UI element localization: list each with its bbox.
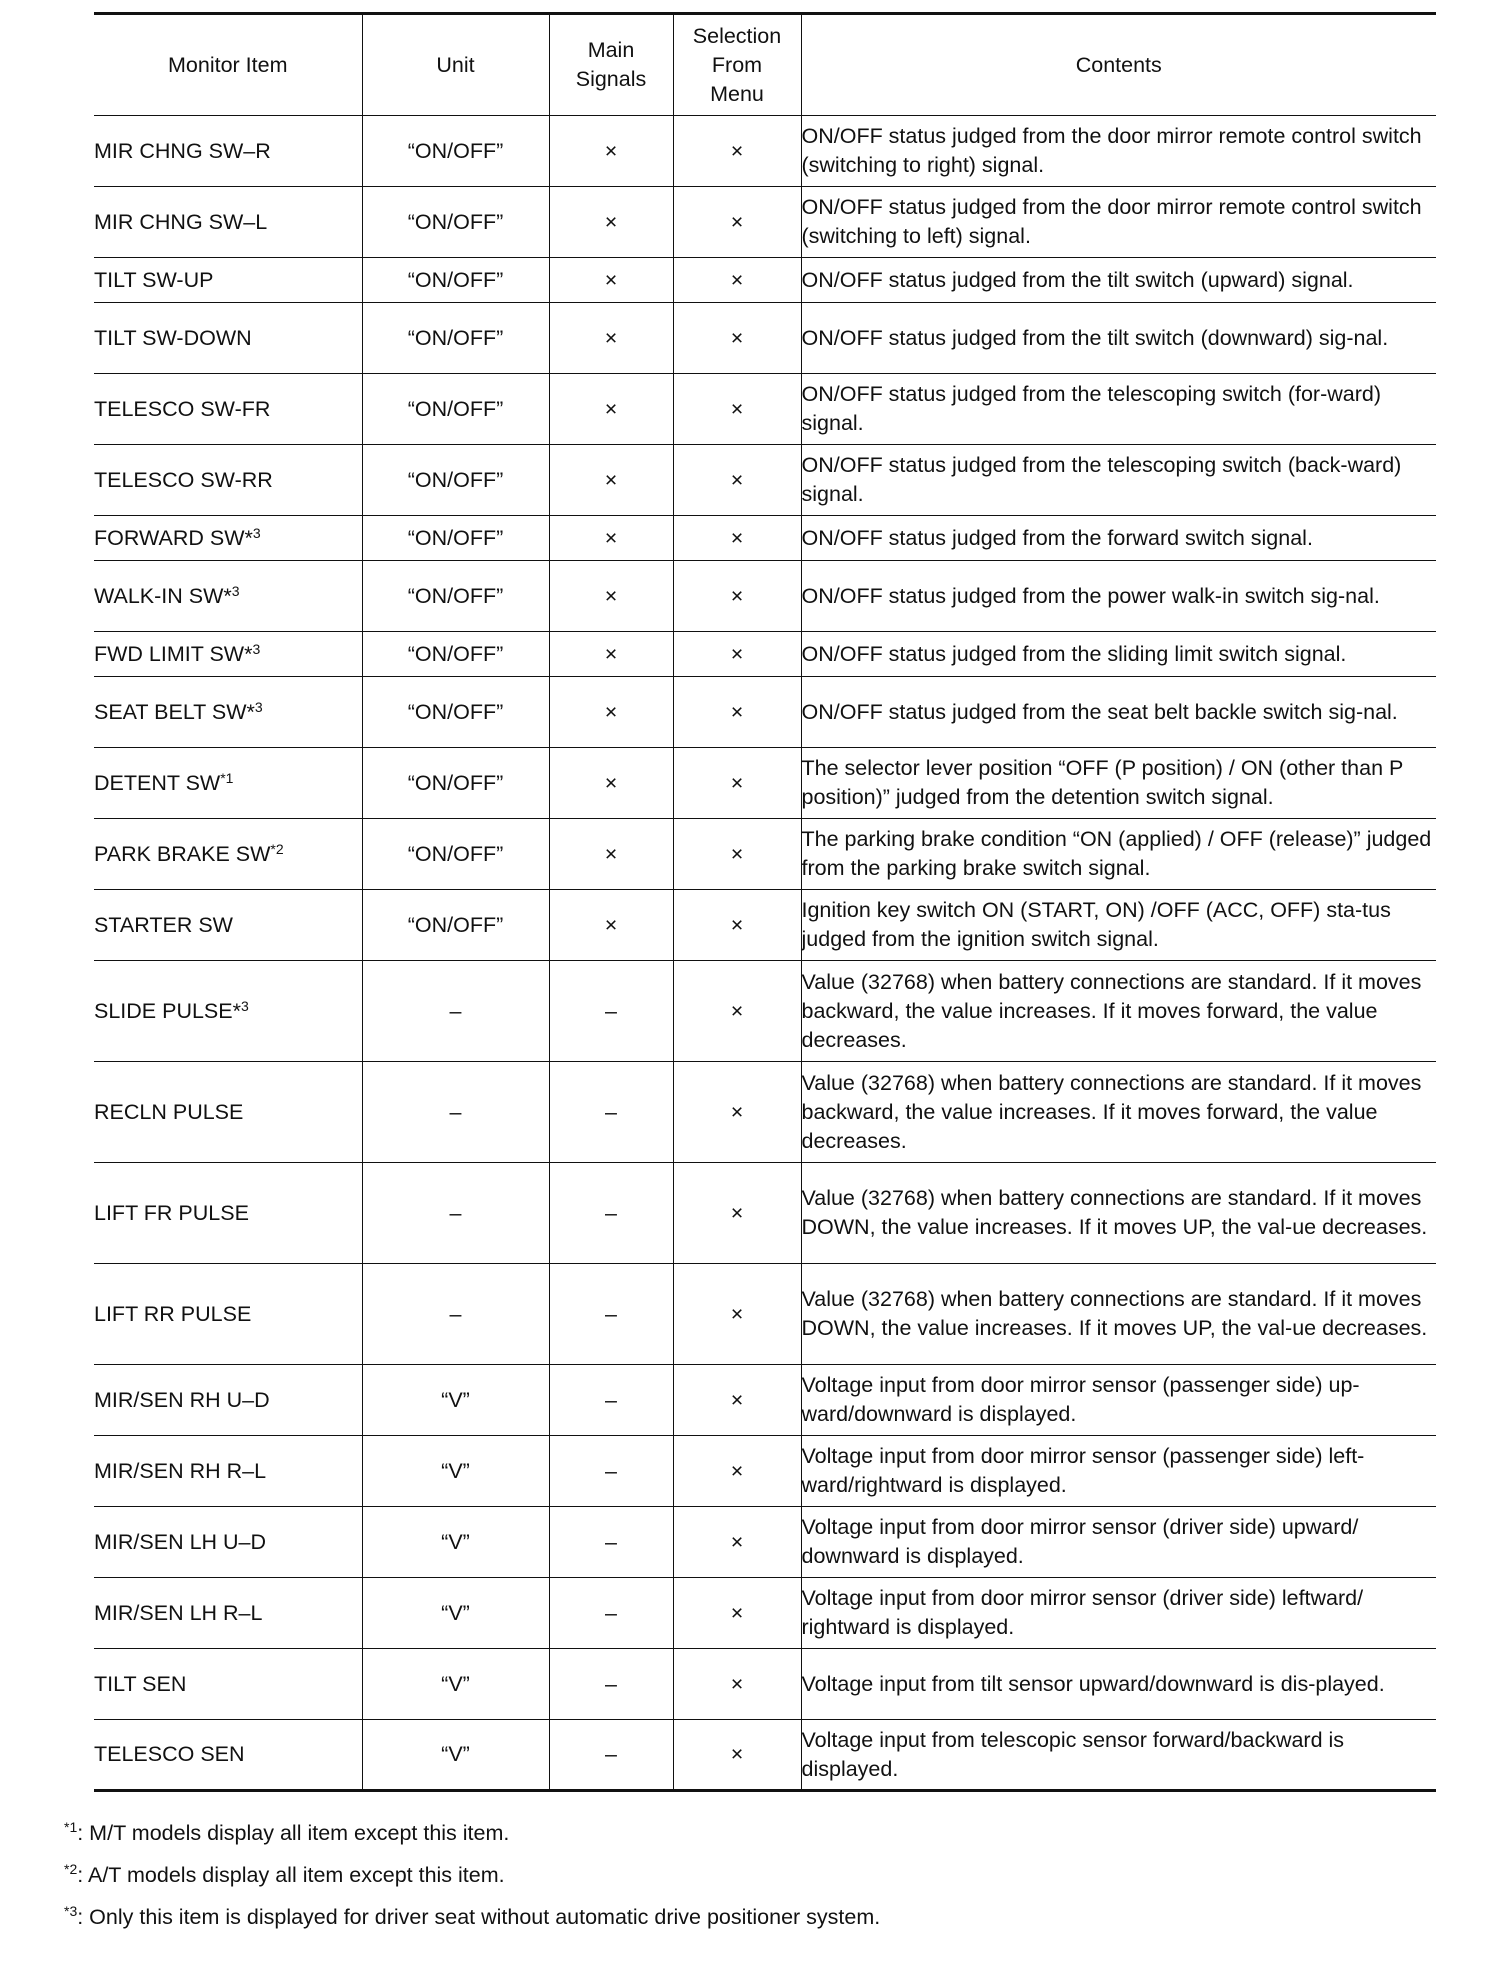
- main-signals-cell: [549, 1365, 673, 1436]
- monitor-item-text: MIR CHNG SW–L: [94, 209, 268, 234]
- table-row: [94, 1436, 1436, 1507]
- monitor-item-cell: [94, 890, 362, 961]
- table-row: [94, 1507, 1436, 1578]
- contents-text: Ignition key switch ON (START, ON) /OFF (ACC, OFF) sta-tus judged from the ignition switch signal.: [801, 898, 1391, 951]
- main-signals-cell: [549, 632, 673, 677]
- monitor-item-text: RECLN PULSE: [94, 1099, 244, 1124]
- unit-text: –: [449, 998, 462, 1023]
- unit-cell: [362, 632, 549, 677]
- unit-cell: [362, 748, 549, 819]
- main-signals-text: –: [605, 1200, 617, 1225]
- selection-cell: [673, 445, 801, 516]
- unit-text: “V”: [441, 1458, 470, 1483]
- footnote: [64, 1818, 1464, 1860]
- footnote-marker: 3: [240, 997, 249, 1014]
- contents-cell: [801, 116, 1436, 187]
- contents-cell: [801, 1578, 1436, 1649]
- monitor-item-text: LIFT RR PULSE: [94, 1301, 252, 1326]
- selection-text: ×: [730, 325, 744, 350]
- contents-cell: [801, 303, 1436, 374]
- unit-text: –: [449, 1301, 462, 1326]
- unit-text: “ON/OFF”: [407, 467, 504, 492]
- monitor-item-cell: [94, 116, 362, 187]
- contents-text: ON/OFF status judged from the power walk-in switch sig-nal.: [801, 583, 1380, 608]
- main-signals-cell: [549, 258, 673, 303]
- monitor-item-text: MIR CHNG SW–R: [94, 138, 271, 163]
- unit-text: “ON/OFF”: [407, 325, 504, 350]
- main-signals-cell: [549, 890, 673, 961]
- selection-cell: [673, 187, 801, 258]
- monitor-item-text: SLIDE PULSE*: [94, 998, 241, 1023]
- header-contents: Contents: [801, 14, 1436, 116]
- contents-cell: [801, 445, 1436, 516]
- monitor-item-text: PARK BRAKE SW: [94, 841, 271, 866]
- monitor-item-text: FORWARD SW*: [94, 525, 253, 550]
- footnote-marker: 3: [252, 524, 261, 541]
- selection-cell: [673, 516, 801, 561]
- main-signals-cell: [549, 1507, 673, 1578]
- table-row: [94, 258, 1436, 303]
- monitor-item-text: SEAT BELT SW*: [94, 699, 255, 724]
- selection-cell: [673, 1578, 801, 1649]
- monitor-item-text: TELESCO SEN: [94, 1742, 245, 1766]
- selection-text: ×: [730, 1742, 744, 1766]
- monitor-item-text: MIR/SEN RH R–L: [94, 1458, 267, 1483]
- footnote-mark: *2: [64, 1861, 78, 1877]
- contents-text: Voltage input from tilt sensor upward/downward is dis-played.: [801, 1671, 1385, 1696]
- table-row: [94, 116, 1436, 187]
- header-selection-line: Selection: [692, 23, 782, 48]
- main-signals-cell: [549, 819, 673, 890]
- monitor-item-cell: [94, 561, 362, 632]
- header-main-signals: [549, 14, 673, 116]
- selection-text: ×: [730, 396, 744, 421]
- table-row: [94, 632, 1436, 677]
- main-signals-cell: [549, 516, 673, 561]
- table-row: [94, 748, 1436, 819]
- monitor-item-text: MIR/SEN LH U–D: [94, 1529, 267, 1554]
- selection-cell: [673, 303, 801, 374]
- table-row: [94, 677, 1436, 748]
- table-row: [94, 890, 1436, 961]
- monitor-item-cell: [94, 1507, 362, 1578]
- main-signals-text: –: [605, 1387, 617, 1412]
- contents-cell: [801, 748, 1436, 819]
- footnotes: [64, 1818, 1464, 1944]
- selection-text: ×: [730, 770, 744, 795]
- contents-text: Voltage input from door mirror sensor (driver side) leftward/ rightward is displayed.: [801, 1586, 1364, 1639]
- selection-cell: [673, 748, 801, 819]
- table-row: [94, 561, 1436, 632]
- selection-cell: [673, 677, 801, 748]
- footnote: [64, 1860, 1464, 1902]
- table-body: [94, 116, 1436, 1791]
- monitor-item-cell: [94, 961, 362, 1062]
- monitor-item-table: [94, 12, 1436, 1792]
- main-signals-cell: [549, 445, 673, 516]
- footnote-mark: *1: [64, 1819, 78, 1835]
- main-signals-text: –: [605, 1600, 617, 1625]
- unit-cell: [362, 1507, 549, 1578]
- main-signals-text: ×: [604, 209, 618, 234]
- main-signals-text: ×: [604, 325, 618, 350]
- main-signals-cell: [549, 1649, 673, 1720]
- selection-cell: [673, 1436, 801, 1507]
- footnote-text: : M/T models display all item except this item.: [77, 1821, 510, 1845]
- unit-text: –: [449, 1099, 462, 1124]
- contents-text: Value (32768) when battery connections are standard. If it moves DOWN, the value increases. If it moves UP, the val-ue decreases.: [801, 1186, 1428, 1239]
- main-signals-text: ×: [604, 641, 618, 666]
- unit-text: “ON/OFF”: [407, 583, 504, 608]
- main-signals-text: ×: [604, 841, 618, 866]
- unit-cell: [362, 1649, 549, 1720]
- contents-text: Voltage input from telescopic sensor forward/backward is displayed.: [801, 1727, 1345, 1781]
- unit-text: “V”: [441, 1671, 470, 1696]
- table-row: [94, 374, 1436, 445]
- unit-text: “V”: [441, 1600, 470, 1625]
- monitor-item-cell: [94, 632, 362, 677]
- selection-text: ×: [730, 1458, 744, 1483]
- footnote-marker: *1: [220, 769, 234, 786]
- monitor-item-cell: [94, 1649, 362, 1720]
- contents-cell: [801, 1507, 1436, 1578]
- selection-text: ×: [730, 1600, 744, 1625]
- contents-text: Voltage input from door mirror sensor (passenger side) left-ward/rightward is displayed.: [801, 1444, 1365, 1497]
- header-selection-line: From: [711, 52, 763, 77]
- selection-text: ×: [730, 998, 744, 1023]
- monitor-item-text: TELESCO SW-FR: [94, 396, 271, 421]
- unit-text: –: [449, 1200, 462, 1225]
- main-signals-cell: [549, 116, 673, 187]
- contents-cell: [801, 1365, 1436, 1436]
- contents-text: ON/OFF status judged from the tilt switch (downward) sig-nal.: [801, 325, 1389, 350]
- main-signals-text: ×: [604, 699, 618, 724]
- selection-cell: [673, 561, 801, 632]
- monitor-item-cell: [94, 258, 362, 303]
- unit-cell: [362, 677, 549, 748]
- main-signals-text: ×: [604, 583, 618, 608]
- unit-cell: [362, 1365, 549, 1436]
- selection-text: ×: [730, 525, 744, 550]
- contents-cell: [801, 374, 1436, 445]
- selection-cell: [673, 1720, 801, 1791]
- monitor-item-cell: [94, 1264, 362, 1365]
- table-row: [94, 303, 1436, 374]
- main-signals-cell: [549, 1578, 673, 1649]
- contents-cell: [801, 1163, 1436, 1264]
- table-row: [94, 1720, 1436, 1791]
- table-row: [94, 445, 1436, 516]
- table-row: [94, 961, 1436, 1062]
- main-signals-cell: [549, 677, 673, 748]
- unit-cell: [362, 1062, 549, 1163]
- contents-cell: [801, 632, 1436, 677]
- contents-text: Value (32768) when battery connections are standard. If it moves backward, the value increases. If it moves forward, the value decreases.: [801, 969, 1422, 1052]
- main-signals-cell: [549, 1720, 673, 1791]
- contents-cell: [801, 1062, 1436, 1163]
- contents-cell: [801, 819, 1436, 890]
- unit-cell: [362, 1163, 549, 1264]
- unit-cell: [362, 303, 549, 374]
- selection-text: ×: [730, 699, 744, 724]
- monitor-item-cell: [94, 374, 362, 445]
- monitor-item-text: WALK-IN SW*: [94, 583, 232, 608]
- contents-text: The parking brake condition “ON (applied) / OFF (release)” judged from the parking brake switch signal.: [801, 827, 1432, 880]
- header-selection-from-menu: [673, 14, 801, 116]
- unit-text: “ON/OFF”: [407, 841, 504, 866]
- selection-cell: [673, 1062, 801, 1163]
- unit-text: “ON/OFF”: [407, 396, 504, 421]
- main-signals-cell: [549, 1062, 673, 1163]
- selection-text: ×: [730, 841, 744, 866]
- selection-cell: [673, 258, 801, 303]
- footnote-mark: *3: [64, 1903, 78, 1919]
- monitor-item-text: TILT SEN: [94, 1671, 187, 1696]
- monitor-item-cell: [94, 516, 362, 561]
- unit-text: “V”: [441, 1387, 470, 1412]
- main-signals-text: –: [605, 1671, 617, 1696]
- contents-text: ON/OFF status judged from the door mirror remote control switch (switching to right) signal.: [801, 124, 1422, 177]
- contents-cell: [801, 677, 1436, 748]
- contents-cell: [801, 258, 1436, 303]
- table-row: [94, 1264, 1436, 1365]
- contents-cell: [801, 890, 1436, 961]
- monitor-item-cell: [94, 819, 362, 890]
- unit-text: “ON/OFF”: [407, 770, 504, 795]
- contents-cell: [801, 516, 1436, 561]
- monitor-item-cell: [94, 1436, 362, 1507]
- table-row: [94, 819, 1436, 890]
- selection-cell: [673, 1163, 801, 1264]
- table-row: [94, 1163, 1436, 1264]
- table-header-row: [94, 14, 1436, 116]
- unit-text: “ON/OFF”: [407, 912, 504, 937]
- selection-text: ×: [730, 1099, 744, 1124]
- monitor-item-cell: [94, 1578, 362, 1649]
- main-signals-cell: [549, 961, 673, 1062]
- monitor-item-cell: [94, 1365, 362, 1436]
- selection-text: ×: [730, 1301, 744, 1326]
- main-signals-cell: [549, 374, 673, 445]
- table-row: [94, 516, 1436, 561]
- monitor-item-cell: [94, 187, 362, 258]
- header-monitor-item: Monitor Item: [94, 14, 362, 116]
- selection-cell: [673, 1507, 801, 1578]
- unit-cell: [362, 890, 549, 961]
- selection-text: ×: [730, 641, 744, 666]
- selection-cell: [673, 819, 801, 890]
- header-main-signals-line: Signals: [575, 67, 647, 91]
- unit-text: “ON/OFF”: [407, 699, 504, 724]
- monitor-item-text: STARTER SW: [94, 912, 233, 937]
- contents-cell: [801, 1264, 1436, 1365]
- header-main-signals-line: Main: [587, 38, 635, 62]
- monitor-item-cell: [94, 748, 362, 819]
- contents-text: ON/OFF status judged from the forward switch signal.: [801, 525, 1313, 550]
- selection-text: ×: [730, 1529, 744, 1554]
- selection-text: ×: [730, 209, 744, 234]
- monitor-item-cell: [94, 677, 362, 748]
- main-signals-cell: [549, 1436, 673, 1507]
- main-signals-text: ×: [604, 525, 618, 550]
- monitor-item-text: FWD LIMIT SW*: [94, 641, 253, 666]
- footnote-text: : Only this item is displayed for driver seat without automatic drive positioner system.: [77, 1905, 881, 1929]
- selection-text: ×: [730, 1671, 744, 1696]
- selection-text: ×: [730, 267, 744, 292]
- unit-text: “V”: [441, 1529, 470, 1554]
- main-signals-cell: [549, 1163, 673, 1264]
- footnote-marker: *2: [270, 840, 284, 857]
- main-signals-text: ×: [604, 138, 618, 163]
- unit-cell: [362, 445, 549, 516]
- main-signals-cell: [549, 561, 673, 632]
- contents-cell: [801, 1649, 1436, 1720]
- selection-cell: [673, 1264, 801, 1365]
- main-signals-text: ×: [604, 912, 618, 937]
- selection-text: ×: [730, 138, 744, 163]
- table-row: [94, 1578, 1436, 1649]
- monitor-item-text: MIR/SEN RH U–D: [94, 1387, 270, 1412]
- contents-text: Voltage input from door mirror sensor (driver side) upward/ downward is displayed.: [801, 1515, 1359, 1568]
- selection-text: ×: [730, 583, 744, 608]
- monitor-item-text: TILT SW-UP: [94, 267, 214, 292]
- main-signals-text: –: [605, 1529, 617, 1554]
- unit-cell: [362, 258, 549, 303]
- unit-cell: [362, 1578, 549, 1649]
- contents-text: ON/OFF status judged from the telescoping switch (for-ward) signal.: [801, 382, 1382, 435]
- contents-text: ON/OFF status judged from the telescoping switch (back-ward) signal.: [801, 453, 1402, 506]
- header-selection-line: Menu: [710, 81, 764, 106]
- monitor-item-cell: [94, 1163, 362, 1264]
- selection-cell: [673, 632, 801, 677]
- contents-text: The selector lever position “OFF (P position) / ON (other than P position)” judged from the detention switch signal.: [801, 756, 1403, 809]
- unit-text: “ON/OFF”: [407, 525, 504, 550]
- contents-cell: [801, 561, 1436, 632]
- main-signals-text: –: [605, 1099, 617, 1124]
- footnote-marker: 3: [231, 582, 240, 599]
- contents-text: ON/OFF status judged from the tilt switch (upward) signal.: [801, 267, 1354, 292]
- monitor-item-text: LIFT FR PULSE: [94, 1200, 249, 1225]
- contents-cell: [801, 1436, 1436, 1507]
- unit-text: “V”: [441, 1742, 470, 1766]
- monitor-item-cell: [94, 303, 362, 374]
- unit-cell: [362, 561, 549, 632]
- monitor-item-text: TELESCO SW-RR: [94, 467, 273, 492]
- main-signals-text: ×: [604, 467, 618, 492]
- unit-cell: [362, 1720, 549, 1791]
- unit-text: “ON/OFF”: [407, 267, 504, 292]
- table-row: [94, 1649, 1436, 1720]
- table-row: [94, 1062, 1436, 1163]
- selection-cell: [673, 374, 801, 445]
- main-signals-text: –: [605, 1458, 617, 1483]
- unit-text: “ON/OFF”: [407, 641, 504, 666]
- unit-text: “ON/OFF”: [407, 209, 504, 234]
- monitor-item-text: TILT SW-DOWN: [94, 325, 252, 350]
- unit-cell: [362, 1264, 549, 1365]
- unit-cell: [362, 961, 549, 1062]
- contents-cell: [801, 187, 1436, 258]
- contents-cell: [801, 961, 1436, 1062]
- main-signals-cell: [549, 1264, 673, 1365]
- main-signals-text: –: [605, 998, 617, 1023]
- selection-text: ×: [730, 1200, 744, 1225]
- monitor-item-cell: [94, 1062, 362, 1163]
- footnote-marker: 3: [254, 698, 263, 715]
- unit-cell: [362, 819, 549, 890]
- selection-cell: [673, 116, 801, 187]
- table-row: [94, 1365, 1436, 1436]
- monitor-item-text: MIR/SEN LH R–L: [94, 1600, 263, 1625]
- selection-text: ×: [730, 467, 744, 492]
- header-unit: Unit: [362, 14, 549, 116]
- contents-text: ON/OFF status judged from the seat belt backle switch sig-nal.: [801, 699, 1398, 724]
- contents-text: Value (32768) when battery connections are standard. If it moves backward, the value increases. If it moves forward, the value decreases.: [801, 1070, 1422, 1153]
- monitor-item-cell: [94, 1720, 362, 1791]
- footnote: [64, 1902, 1464, 1944]
- unit-cell: [362, 187, 549, 258]
- contents-cell: [801, 1720, 1436, 1791]
- selection-text: ×: [730, 1387, 744, 1412]
- table-row: [94, 187, 1436, 258]
- unit-text: “ON/OFF”: [407, 138, 504, 163]
- unit-cell: [362, 516, 549, 561]
- unit-cell: [362, 1436, 549, 1507]
- footnote-marker: 3: [252, 640, 261, 657]
- unit-cell: [362, 374, 549, 445]
- main-signals-text: –: [605, 1742, 617, 1766]
- contents-text: ON/OFF status judged from the sliding limit switch signal.: [801, 641, 1347, 666]
- contents-text: Voltage input from door mirror sensor (passenger side) up-ward/downward is displayed.: [801, 1373, 1360, 1426]
- main-signals-cell: [549, 187, 673, 258]
- contents-text: ON/OFF status judged from the door mirror remote control switch (switching to left) signal.: [801, 195, 1422, 248]
- main-signals-cell: [549, 303, 673, 374]
- monitor-item-text: DETENT SW: [94, 770, 221, 795]
- selection-cell: [673, 961, 801, 1062]
- contents-text: Value (32768) when battery connections are standard. If it moves DOWN, the value increases. If it moves UP, the val-ue decreases.: [801, 1287, 1428, 1340]
- selection-text: ×: [730, 912, 744, 937]
- main-signals-cell: [549, 748, 673, 819]
- footnote-text: : A/T models display all item except this item.: [77, 1863, 505, 1887]
- main-signals-text: ×: [604, 267, 618, 292]
- monitor-item-cell: [94, 445, 362, 516]
- selection-cell: [673, 890, 801, 961]
- main-signals-text: –: [605, 1301, 617, 1326]
- main-signals-text: ×: [604, 396, 618, 421]
- unit-cell: [362, 116, 549, 187]
- main-signals-text: ×: [604, 770, 618, 795]
- selection-cell: [673, 1365, 801, 1436]
- selection-cell: [673, 1649, 801, 1720]
